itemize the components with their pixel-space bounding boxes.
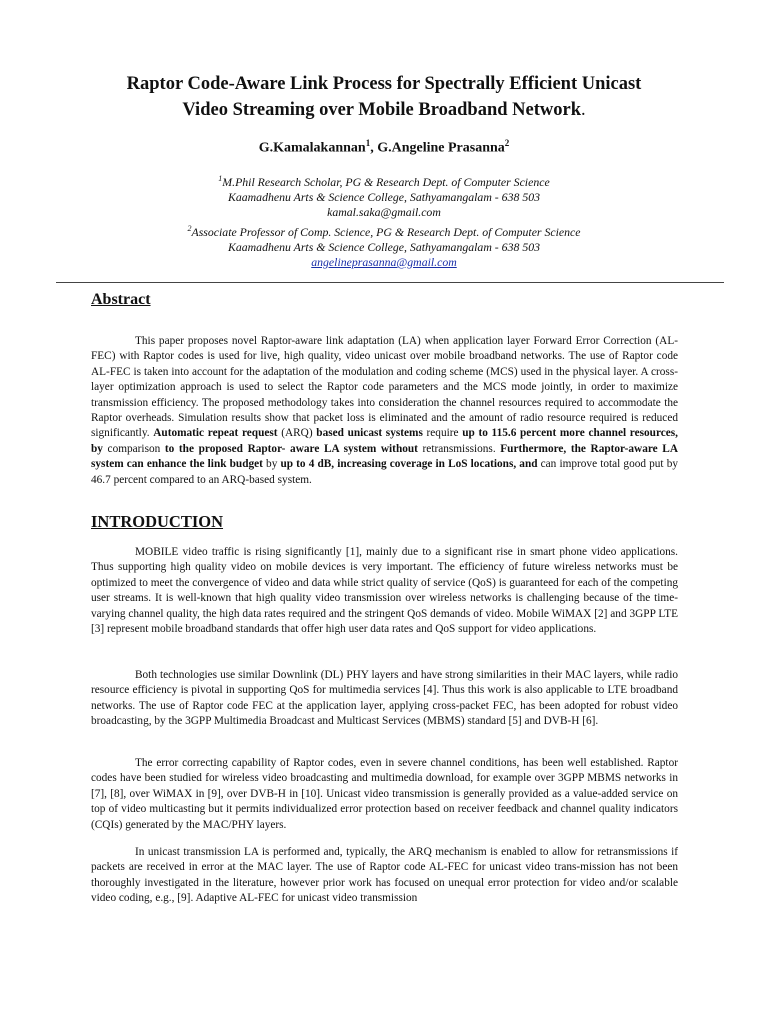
abstract-text-6: by	[262, 458, 281, 471]
affiliation-1-email: kamal.saka@gmail.com	[327, 205, 441, 220]
affiliations	[60, 171, 708, 270]
abstract-heading: Abstract	[91, 291, 151, 308]
author-2-sup: 2	[504, 138, 510, 148]
introduction-heading: INTRODUCTION	[91, 512, 224, 531]
affiliation-1-line-1	[60, 171, 708, 190]
paper-title	[60, 71, 708, 123]
title-line-1: Raptor Code-Aware Link Process for Spectrally Efficient Unicast	[126, 74, 642, 94]
affiliation-2-email-link[interactable]: angelineprasanna@gmail.com	[311, 254, 457, 269]
intro-paragraph-2: Both technologies use similar Downlink (DL) PHY layers and have strong similarities in their MAC layers, while radio resource efficiency is pivotal in supporting QoS for multimedia services [4]. Thus this work is also applicable to LTE broadband networks. The use of Raptor code FEC at the application layer, applying cross-packet FEC, has been adopted for robust video broadcasting, by the 3GPP Multimedia Broadcast and Multicast Services (MBMS) standard [5] and DVB-H [6].	[91, 669, 678, 728]
affiliation-2-line-2: Kaamadhenu Arts & Science College, Sathyamangalam - 638 503	[227, 239, 541, 254]
abstract-bold-4: to the proposed Raptor- aware LA system without	[164, 442, 418, 455]
abstract-text-5: retransmissions.	[417, 442, 501, 455]
intro-paragraph-1: MOBILE video traffic is rising significantly [1], mainly due to a significant rise in smart phone video applications. Thus supporting high quality video on mobile devices is very important. The efficiency of future wireless networks must be optimized to meet the convergence of video and data while strict quality of service (QoS) is guaranteed for each of the competing user streams. It is well-known that high quality video transmission over wireless networks is challenging because of the time-varying channel quality, the high data rates required and the stringent QoS demands of video. Mobile WiMAX [2] and 3GPP LTE [3] represent mobile broadband standards that offer high user data rates and QoS support for video applications.	[91, 546, 678, 636]
affiliation-1-sup: 1	[218, 174, 223, 183]
header-divider	[56, 282, 724, 283]
affiliation-2-sup: 2	[187, 223, 192, 233]
abstract-bold-5: Furthermore, the Raptor-aware LA system can enhance the link budget	[91, 442, 678, 471]
affiliation-2-dept: Associate Professor of Comp. Science, PG & Research Dept. of Computer Science	[191, 224, 581, 239]
abstract-text-2: (ARQ)	[277, 427, 317, 440]
abstract-text-7: can improve total good put by 46.7 percent compared to an ARQ-based system.	[91, 458, 678, 486]
intro-paragraph-4: In unicast transmission LA is performed and, typically, the ARQ mechanism is enabled to allow for retransmissions if packets are received in error at the MAC layer. The use of Raptor code AL-FEC for unicast video trans-mission has not been thoroughly investigated in the literature, however prior work has focused on unequal error protection for video and/or scalable video coding, e.g., [9]. Adaptive AL-FEC for unicast video transmission	[91, 846, 678, 905]
author-list	[60, 133, 708, 159]
title-line-2: Video Streaming over Mobile Broadband Network	[182, 100, 581, 120]
title-period: .	[580, 100, 586, 120]
abstract-text-4: comparison	[102, 442, 165, 455]
abstract-bold-3: up to 115.6 percent more channel resources, by	[91, 427, 679, 455]
author-1-sup: 1	[365, 138, 371, 148]
affiliation-2-line-1	[60, 221, 708, 240]
intro-paragraph-3: The error correcting capability of Raptor codes, even in severe channel conditions, has been well established. Raptor codes have been studied for wireless video broadcasting and multimedia download, for example over 3GPP MBMS networks in [7], [8], over WiMAX in [9], over DVB-H in [10]. Unicast video transmission is generally provided as a value-added service on top of video multicasting but it permits individualized error protection based on receiver feedback and channel quality indicators (CQIs) generated by the MAC/PHY layers.	[91, 757, 678, 831]
author-1: G.Kamalakannan	[258, 140, 366, 156]
abstract-text-1: This paper proposes novel Raptor-aware link adaptation (LA) when application layer Forward Error Correction (AL-FEC) with Raptor codes is used for live, high quality, video unicast over mobile broadband networks. The use of Raptor code AL-FEC is taken into account for the adaptation of the modulation and coding scheme (MCS) used in the physical layer. A cross-layer optimization approach is used to select the Raptor code parameters and the MCS mode jointly, in order to maximize transmission efficiency. The proposed methodology takes into consideration the channel resources required to accommodate the Raptor overheads. Simulation results show that packet loss is eliminated and the amount of radio resource required is reduced significantly.	[91, 335, 678, 440]
abstract-paragraph	[91, 334, 678, 488]
affiliation-1-dept: M.Phil Research Scholar, PG & Research Dept. of Computer Science	[222, 174, 550, 189]
author-separator: ,	[370, 140, 378, 156]
abstract-text-3: require	[422, 427, 463, 440]
author-2: G.Angeline Prasanna	[377, 140, 505, 156]
abstract-bold-2: based unicast systems	[316, 427, 423, 440]
abstract-bold-1: Automatic repeat request	[153, 427, 278, 440]
abstract-bold-6: up to 4 dB, increasing coverage in LoS locations, and	[280, 458, 538, 471]
affiliation-1-line-2: Kaamadhenu Arts & Science College, Sathyamangalam - 638 503	[227, 190, 541, 205]
